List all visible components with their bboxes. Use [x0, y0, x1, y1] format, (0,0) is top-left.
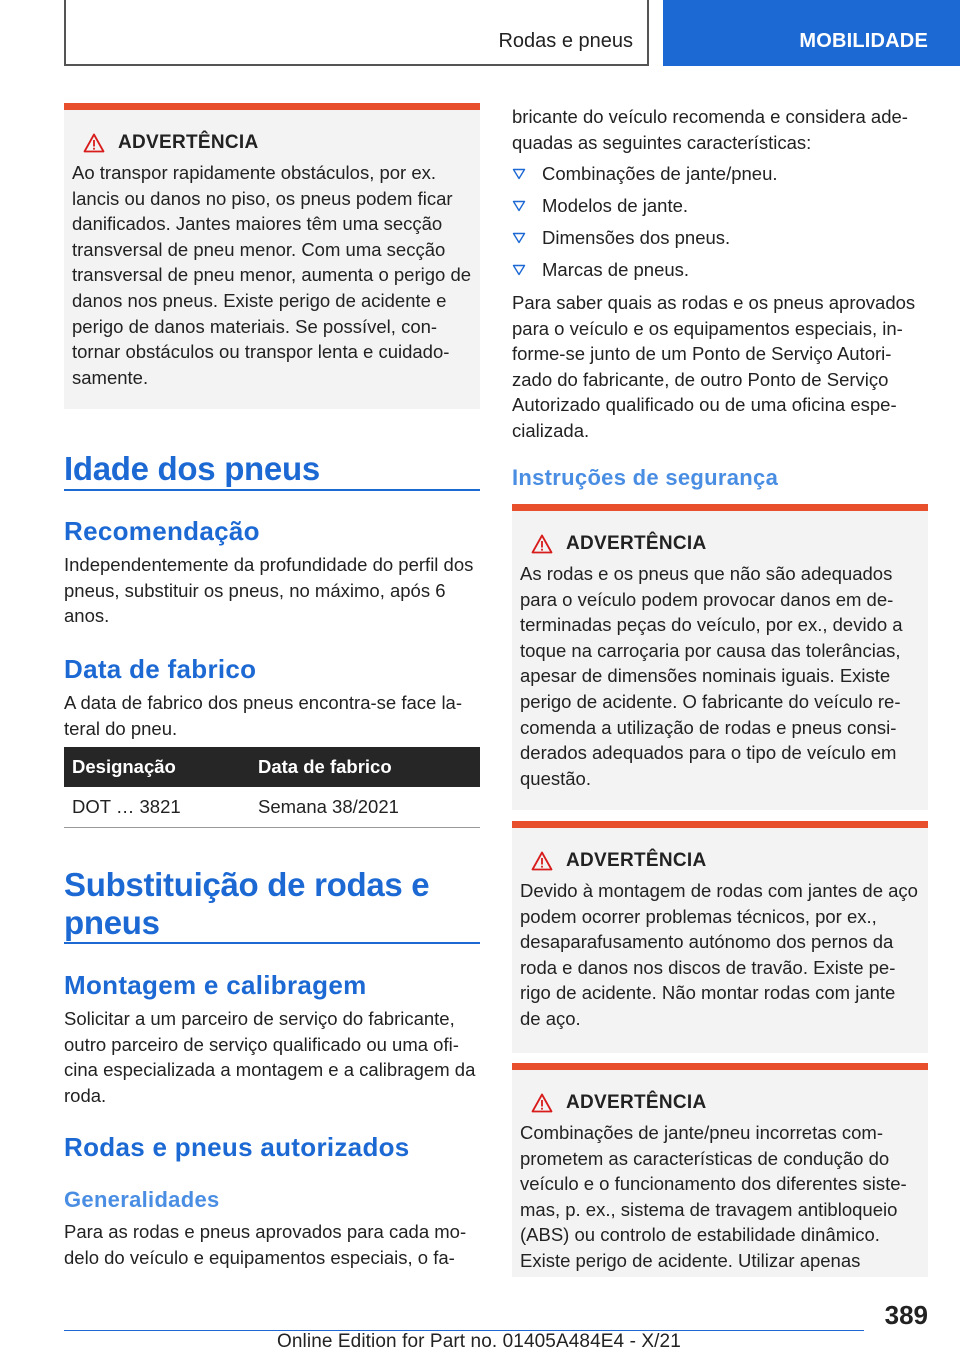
warning-text: Devido à montagem de rodas com jantes de aço podem ocorrer problemas técnicos, por ex., desaparafusamento autónomo dos pernos da roda e danos nos discos de travão. Existe pe-rigo de acidente. Não montar rodas com jante de aço. [520, 880, 918, 1029]
footer-edition: Online Edition for Part no. 01405A484E4 - X/21 [277, 1331, 681, 1352]
page-number: 389 [884, 1300, 928, 1330]
table-row [64, 787, 480, 827]
list-item [512, 190, 928, 222]
manufacture-date-table [64, 747, 480, 828]
warning-label: ADVERTÊNCIA [566, 1092, 707, 1113]
heading-tire-age: Idade dos pneus [64, 450, 320, 487]
warning-triangle-icon [520, 1093, 564, 1113]
list-item [512, 158, 928, 190]
heading-manufacture-date: Data de fabrico [64, 654, 257, 684]
warning-triangle-icon [520, 534, 564, 554]
list-item [512, 254, 928, 286]
table-header-cell: Designação [64, 747, 250, 787]
list-item-text: Marcas de pneus. [542, 259, 690, 280]
table-cell: Semana 38/2021 [250, 787, 480, 827]
chapter-title: MOBILIDADE [799, 30, 928, 52]
warning-box-unsuitable-wheels [512, 504, 928, 810]
bullet-triangle-icon [512, 232, 542, 244]
bullet-triangle-icon [512, 264, 542, 276]
heading-replacement: Substituição de rodas e pneus [64, 866, 430, 941]
heading-rule [64, 942, 480, 944]
warning-label: ADVERTÊNCIA [566, 533, 707, 554]
header-section-box [64, 0, 649, 66]
warning-text: As rodas e os pneus que não são adequados para o veículo podem provocar danos em de-terminadas peças do veículo, por ex., devido a toque na carroçaria por causa das tolerâncias, apesar de dimensões nominais iguais. Existe perigo de acidente. O fabricante do veículo re-comenda a utilização de rodas e pneus consi-derados adequados para o tipo de veículo em questão. [520, 563, 903, 789]
warning-triangle-icon [520, 851, 564, 871]
warning-label: ADVERTÊNCIA [566, 850, 707, 871]
bullet-triangle-icon [512, 168, 542, 180]
list-item [512, 222, 928, 254]
heading-general: Generalidades [64, 1187, 220, 1212]
header-chapter-tab [663, 0, 960, 66]
paragraph-continued: bricante do veículo recomenda e considera ade-quadas as seguintes características: [512, 106, 908, 153]
table-header-row [64, 747, 480, 787]
heading-approved-wheels: Rodas e pneus autorizados [64, 1132, 410, 1162]
warning-label: ADVERTÊNCIA [118, 132, 259, 153]
bullet-triangle-icon [512, 200, 542, 212]
warning-text: Combinações de jante/pneu incorretas com-prometem as características de condução do veículo e o funcionamento dos diferentes siste-mas, p. ex., sistema de travagem antibloqueio (ABS) ou controlo de estabilidade dinâmico. Existe perigo de acidente. Utilizar apenas [520, 1122, 907, 1271]
list-item-text: Modelos de jante. [542, 195, 689, 216]
table-header-cell: Data de fabrico [250, 747, 480, 787]
heading-safety-instructions: Instruções de segurança [512, 465, 779, 490]
paragraph-mounting: Solicitar a um parceiro de serviço do fabricante, outro parceiro de serviço qualificado ou uma ofi-cina especializada a montagem e a calibragem da roda. [64, 1008, 476, 1106]
paragraph-recommendation: Independentemente da profundidade do perfil dos pneus, substituir os pneus, no máximo, após 6 anos. [64, 554, 474, 627]
characteristics-list [512, 158, 928, 286]
heading-rule [64, 489, 480, 491]
paragraph-manufacture-date: A data de fabrico dos pneus encontra-se face la-teral do pneu. [64, 692, 463, 739]
warning-triangle-icon [72, 133, 116, 153]
list-item-text: Dimensões dos pneus. [542, 227, 731, 248]
list-item-text: Combinações de jante/pneu. [542, 163, 778, 184]
paragraph-approved-info: Para saber quais as rodas e os pneus aprovados para o veículo e os equipamentos especiais, in-forme-se junto de um Ponto de Serviço Autori-zado do fabricante, de outro Ponto de Serviço Autorizado qualificado ou de uma oficina espe-cializada. [512, 292, 916, 441]
section-title: Rodas e pneus [498, 30, 633, 52]
warning-box-steel-rims [512, 821, 928, 1053]
warning-box-incorrect-combinations [512, 1063, 928, 1277]
heading-recommendation: Recomendação [64, 516, 260, 546]
warning-box-transpor [64, 103, 480, 409]
table-cell: DOT … 3821 [64, 787, 250, 827]
heading-mounting: Montagem e calibragem [64, 970, 367, 1000]
paragraph-general: Para as rodas e pneus aprovados para cada mo-delo do veículo e equipamentos especiais, o fa- [64, 1221, 467, 1268]
warning-text: Ao transpor rapidamente obstáculos, por ex. lancis ou danos no piso, os pneus podem ficar danificados. Jantes maiores têm uma secção transversal de pneu menor. Com uma secção transversal de pneu menor, aumenta o perigo de danos nos pneus. Existe perigo de acidente e perigo de danos materiais. Se possível, con-tornar obstáculos ou transpor lenta e cuidado-samente. [72, 162, 472, 388]
